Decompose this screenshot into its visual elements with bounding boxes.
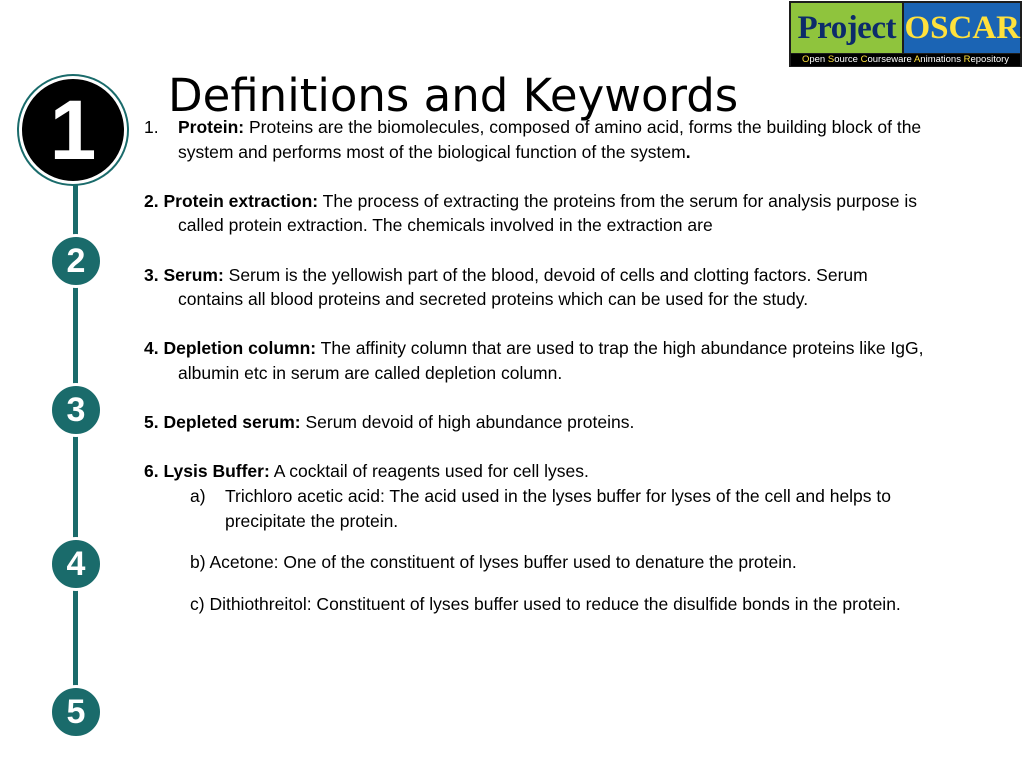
logo-project-text: Project: [791, 3, 902, 53]
current-step-marker: 1: [19, 76, 127, 184]
definition-item: 1. Protein: Proteins are the biomolecules, composed of amino acid, forms the building block of the system and performs most of the biological function of the system.: [144, 117, 922, 162]
definitions-list: [144, 115, 934, 616]
step-4-marker[interactable]: 4: [49, 537, 103, 591]
definition-item: 5. Depleted serum: Serum devoid of high abundance proteins.: [144, 412, 635, 433]
step-3-marker[interactable]: 3: [49, 383, 103, 437]
definition-item: 2. Protein extraction: The process of extracting the proteins from the serum for analysis purpose is called protein extraction. The chemicals involved in the extraction are: [144, 190, 917, 236]
logo-subtitle: Open Source Courseware Animations Repository: [791, 54, 1020, 66]
definition-item: 4. Depletion column: The affinity column that are used to trap the high abundance proteins like IgG, albumin etc in serum are called depletion column.: [144, 338, 924, 383]
lysis-sub-item: c) Dithiothreitol: Constituent of lyses buffer used to reduce the disulfide bonds in the protein.: [190, 593, 901, 614]
lysis-sub-item: a) Trichloro acetic acid: The acid used in the lyses buffer for lyses of the cell and helps to precipitate the protein.: [190, 485, 891, 531]
definition-item: 3. Serum: Serum is the yellowish part of the blood, devoid of cells and clotting factors. Serum contains all blood proteins and secreted proteins which can be used for the study.: [144, 264, 868, 310]
project-oscar-logo: [789, 1, 1022, 67]
page-title: Definitions and Keywords: [168, 69, 739, 122]
step-2-marker[interactable]: 2: [49, 234, 103, 288]
lysis-sub-item: b) Acetone: One of the constituent of lyses buffer used to denature the protein.: [190, 552, 797, 573]
step-5-marker[interactable]: 5: [49, 685, 103, 739]
logo-oscar-text: OSCAR: [904, 3, 1020, 53]
definition-item: 6. Lysis Buffer: A cocktail of reagents used for cell lyses.: [144, 461, 589, 482]
